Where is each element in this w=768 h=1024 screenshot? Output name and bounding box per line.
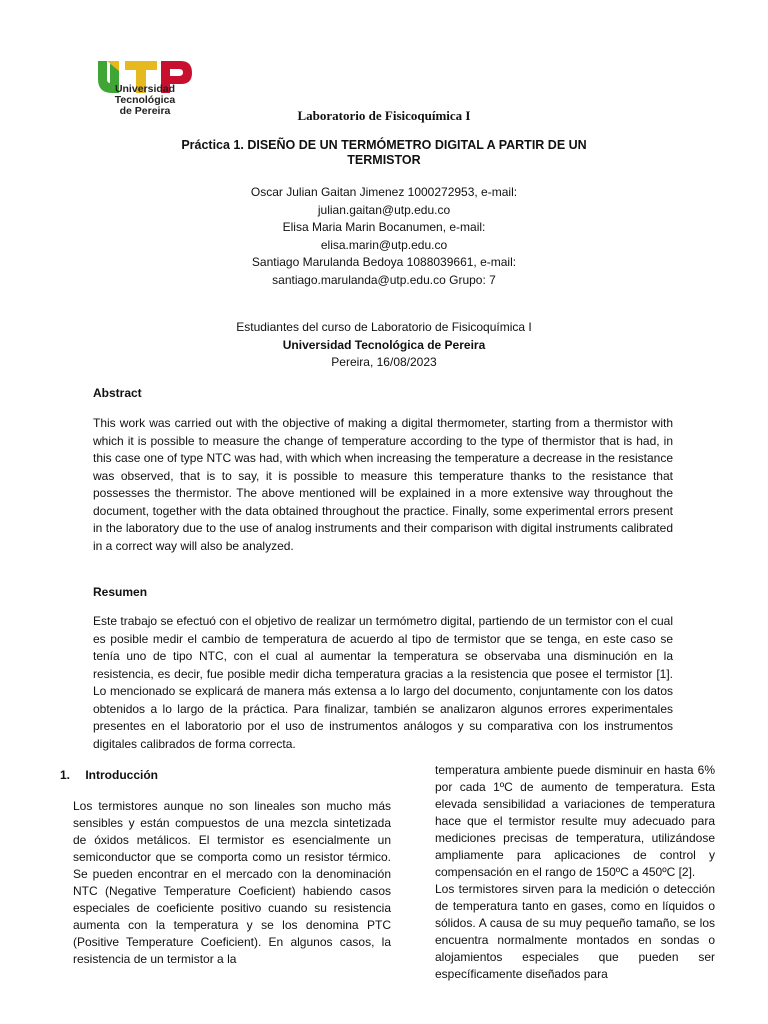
section-number: 1. [60,768,71,782]
resumen-text: Este trabajo se efectuó con el objetivo de realizar un termómetro digital, partiendo de un termistor con el cual es posible medir el cambio de temperatura de acuerdo al tipo de termistor que se tenga, en este caso se tenía uno de tipo NTC, con el cual al aumentar la temperatura se observaba una disminución en la resistencia, es decir, fue posible medir dicha temperatura gracias a la resistencia que posee el termistor [1]. Lo mencionado se explicará de manera más extensa a lo largo del documento, conjuntamente con los datos obtenidos a lo largo de la práctica. Para finalizar, también se analizaron algunos errores experimentales presentes en el laboratorio por el uso de instrumentos análogos y su comparativa con los instrumentos digitales calibrados de forma correcta. [93,614,673,751]
abstract-text: This work was carried out with the objective of making a digital thermometer, starting from a thermistor with which it is possible to measure the change of temperature according to the type of thermistor that is had, in this case one of type NTC was had, with which when increasing the temperature a decrease in the resistance was observed, that is to say, it is possible to measure this temperature thanks to the resistance that possesses the thermistor. The above mentioned will be explained in a more extensive way throughout the document, together with the data obtained throughout the practice. Finally, some experimental errors present in the laboratory due to the use of analog instruments and their comparison with digital instruments calibrated in a correct way will also be analyzed. [93,416,673,553]
practice-title: Práctica 1. DISEÑO DE UN TERMÓMETRO DIGITAL A PARTIR DE UN TERMISTOR [181,138,587,167]
intro-right-paragraph: temperatura ambiente puede disminuir en hasta 6% por cada 1ºC de aumento de temperatura. Esta elevada sensibilidad a variaciones de temperatura hace que el termistor resulte muy adecuado para mediciones precisas de temperatura, utilizándose ampliamente para aplicaciones de control y compensación en el rango de 150ºC a 450ºC [2]. [435,763,715,879]
place-date: Pereira, 16/08/2023 [331,355,437,369]
affiliation-block [0,319,768,372]
logo-name-line1: Universidad Tecnológica [114,83,176,106]
lab-title: Laboratorio de Fisicoquímica I [297,108,471,123]
section-title: Introducción [85,768,159,782]
resumen-heading: Resumen [93,585,148,599]
author-email: santiago.marulanda@utp.edu.co Grupo: 7 [272,272,496,287]
author-email: elisa.marin@utp.edu.co [320,237,448,252]
intro-left-column: Los termistores aunque no son lineales son mucho más sensibles y están compuestos de una mezcla sintetizada de óxidos metálicos. El termistor es esencialmente un semiconductor que se comporta como un resistor térmico. Se pueden encontrar en el mercado con la denominación NTC (Negative Temperature Coeficient) habiendo casos especiales de coeficiente positivo cuando su resistencia aumenta con la temperatura y se los denomina PTC (Positive Temperature Coeficient). En algunos casos, la resistencia de un termistor a la [73,799,391,966]
intro-right-column [435,762,715,983]
university-name: Universidad Tecnológica de Pereira [282,337,486,352]
authors-block [0,184,768,289]
introduction-heading [60,768,158,782]
author-line: Oscar Julian Gaitan Jimenez 1000272953, e-mail: [250,185,518,199]
course-line: Estudiantes del curso de Laboratorio de Fisicoquímica I [236,320,532,334]
author-email: julian.gaitan@utp.edu.co [317,202,451,217]
intro-right-paragraph: Los termistores sirven para la medición o detección de temperatura tanto en gases, como en líquidos o sólidos. A causa de su muy pequeño tamaño, se los encuentra normalmente montados en sondas o alojamientos especiales que pueden ser específicamente diseñados para [435,882,715,981]
abstract-heading: Abstract [93,386,142,400]
logo-name-line2: de Pereira [119,105,171,117]
author-line: Elisa Maria Marin Bocanumen, e-mail: [282,220,486,234]
author-line: Santiago Marulanda Bedoya 1088039661, e-mail: [251,255,517,269]
